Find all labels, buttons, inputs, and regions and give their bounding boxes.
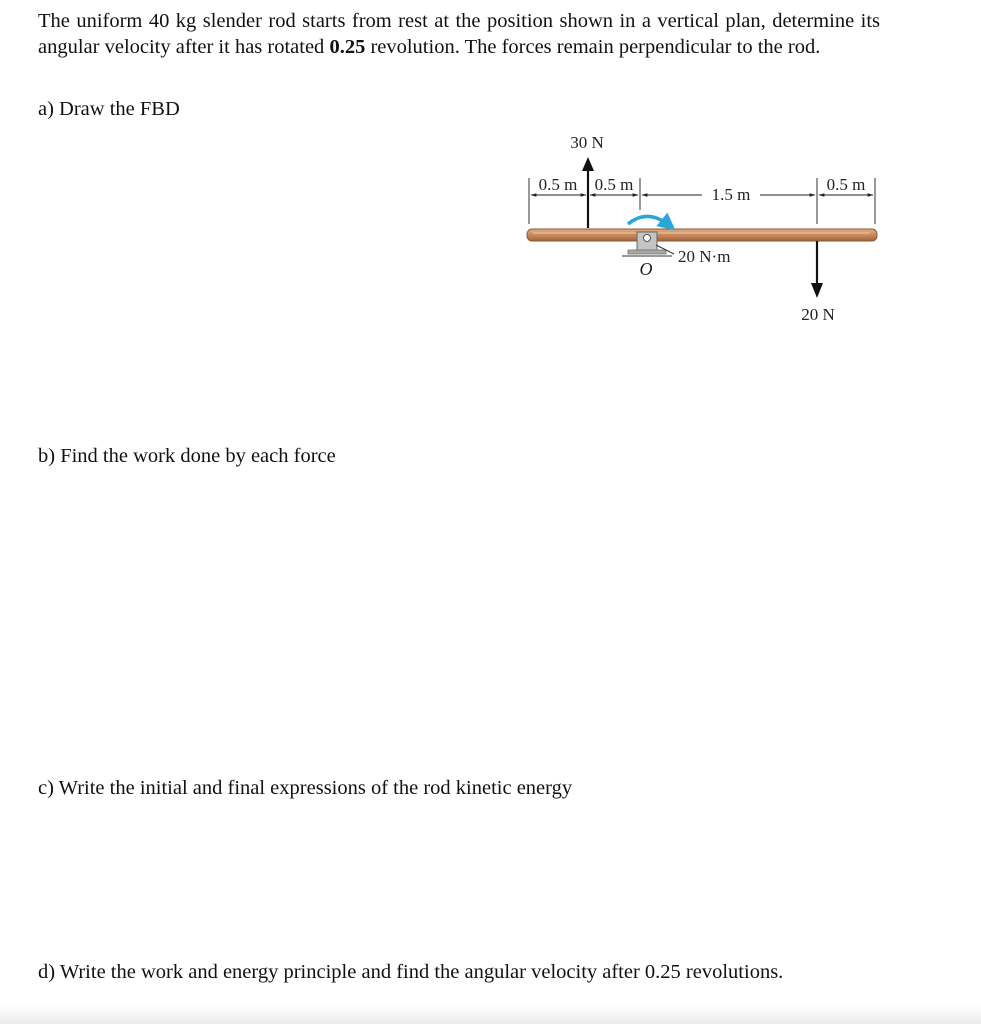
moment-arrow (628, 216, 670, 226)
problem-text-start: The uniform 40 kg slender rod starts from rest at the position shown in a vertical plan, determine its angular velocity after it has rotated (38, 10, 880, 58)
slender-rod (527, 229, 877, 241)
force-20n-arrow (811, 241, 823, 298)
force-20n-label: 20 N (801, 305, 835, 324)
problem-text-end: revolution. The forces remain perpendicular to the rod. (365, 36, 821, 58)
dimension-label-3: 1.5 m (711, 185, 751, 204)
rod-figure (0, 0, 981, 340)
dimension-label-1: 0.5 m (538, 175, 578, 194)
part-b-prompt: b) Find the work done by each force (38, 445, 336, 467)
page-bottom-edge (0, 1004, 981, 1024)
moment-label: 20 N·m (678, 247, 731, 266)
dimension-label-2: 0.5 m (594, 175, 634, 194)
extension-lines (529, 178, 875, 224)
force-30n-arrow (582, 157, 594, 228)
dimension-label-4: 0.5 m (826, 175, 866, 194)
part-a-prompt: a) Draw the FBD (38, 98, 180, 120)
part-c-prompt: c) Write the initial and final expressions of the rod kinetic energy (38, 777, 573, 799)
pivot-label: O (639, 259, 653, 279)
problem-revolution-value: 0.25 (329, 36, 366, 58)
force-30n-label: 30 N (570, 133, 604, 152)
part-d-prompt: d) Write the work and energy principle and find the angular velocity after 0.25 revolutions. (38, 961, 784, 983)
